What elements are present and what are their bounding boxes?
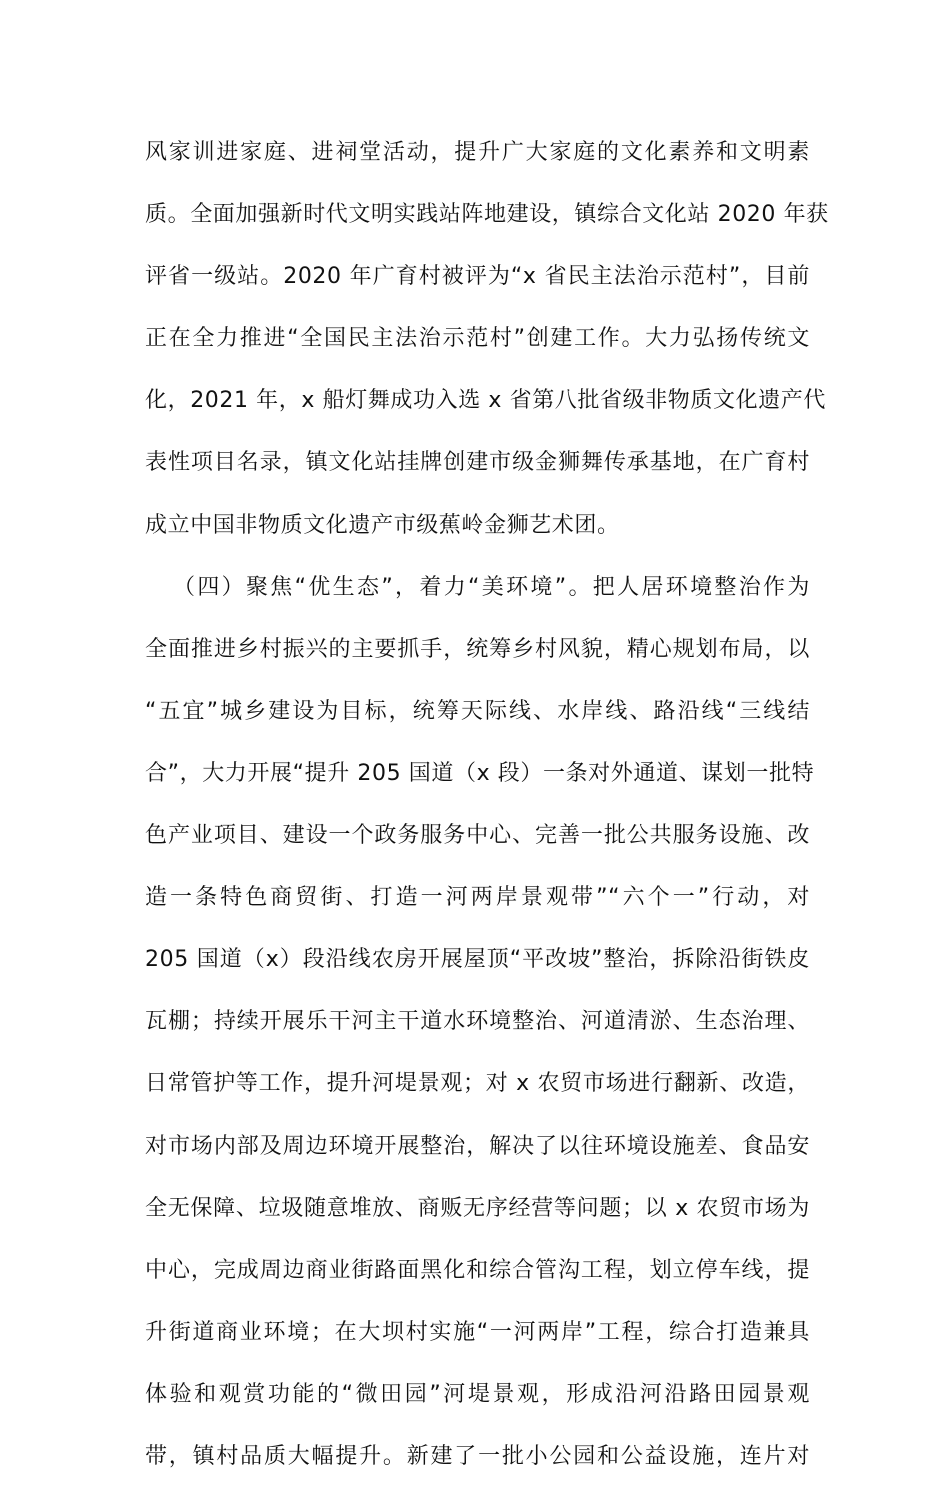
text-line: 中心，完成周边商业街路面黑化和综合管沟工程，划立停车线，提 <box>145 1257 810 1283</box>
text-line: 评省一级站。2020 年广育村被评为“x 省民主法治示范村”，目前 <box>145 264 810 290</box>
text-line: 表性项目名录，镇文化站挂牌创建市级金狮舞传承基地，在广育村 <box>145 450 810 476</box>
text-line: 成立中国非物质文化遗产市级蕉岭金狮艺术团。 <box>145 512 620 538</box>
text-line: 全无保障、垃圾随意堆放、商贩无序经营等问题；以 x 农贸市场为 <box>145 1195 810 1221</box>
text-line: 化，2021 年，x 船灯舞成功入选 x 省第八批省级非物质文化遗产代 <box>145 388 827 414</box>
text-line: 205 国道（x）段沿线农房开展屋顶“平改坡”整治，拆除沿街铁皮 <box>145 947 810 973</box>
body-text <box>145 126 829 1492</box>
text-line: 正在全力推进“全国民主法治示范村”创建工作。大力弘扬传统文 <box>145 326 810 352</box>
text-line: 色产业项目、建设一个政务服务中心、完善一批公共服务设施、改 <box>145 823 810 849</box>
text-line: 体验和观赏功能的“微田园”河堤景观，形成沿河沿路田园景观 <box>145 1381 810 1407</box>
text-line: 质。全面加强新时代文明实践站阵地建设，镇综合文化站 2020 年获 <box>145 202 829 228</box>
text-line: 升街道商业环境；在大坝村实施“一河两岸”工程，综合打造兼具 <box>145 1319 810 1345</box>
text-line: 造一条特色商贸街、打造一河两岸景观带”“六个一”行动，对 <box>145 885 810 911</box>
text-line: 日常管护等工作，提升河堤景观；对 x 农贸市场进行翻新、改造， <box>145 1071 810 1097</box>
text-line: “五宜”城乡建设为目标，统筹天际线、水岸线、路沿线“三线结 <box>145 698 810 724</box>
text-line: 合”，大力开展“提升 205 国道（x 段）一条对外通道、谋划一批特 <box>145 760 815 786</box>
text-line: 瓦棚；持续开展乐干河主干道水环境整治、河道清淤、生态治理、 <box>145 1009 810 1035</box>
text-line: 风家训进家庭、进祠堂活动，提升广大家庭的文化素养和文明素 <box>145 140 810 165</box>
text-line: 全面推进乡村振兴的主要抓手，统筹乡村风貌，精心规划布局，以 <box>145 636 810 662</box>
text-line: 带，镇村品质大幅提升。新建了一批小公园和公益设施，连片对 <box>145 1443 810 1469</box>
paragraph-heading-line: （四）聚焦“优生态”，着力“美环境”。把人居环境整治作为 <box>173 574 810 600</box>
text-line: 对市场内部及周边环境开展整治，解决了以往环境设施差、食品安 <box>145 1133 810 1159</box>
